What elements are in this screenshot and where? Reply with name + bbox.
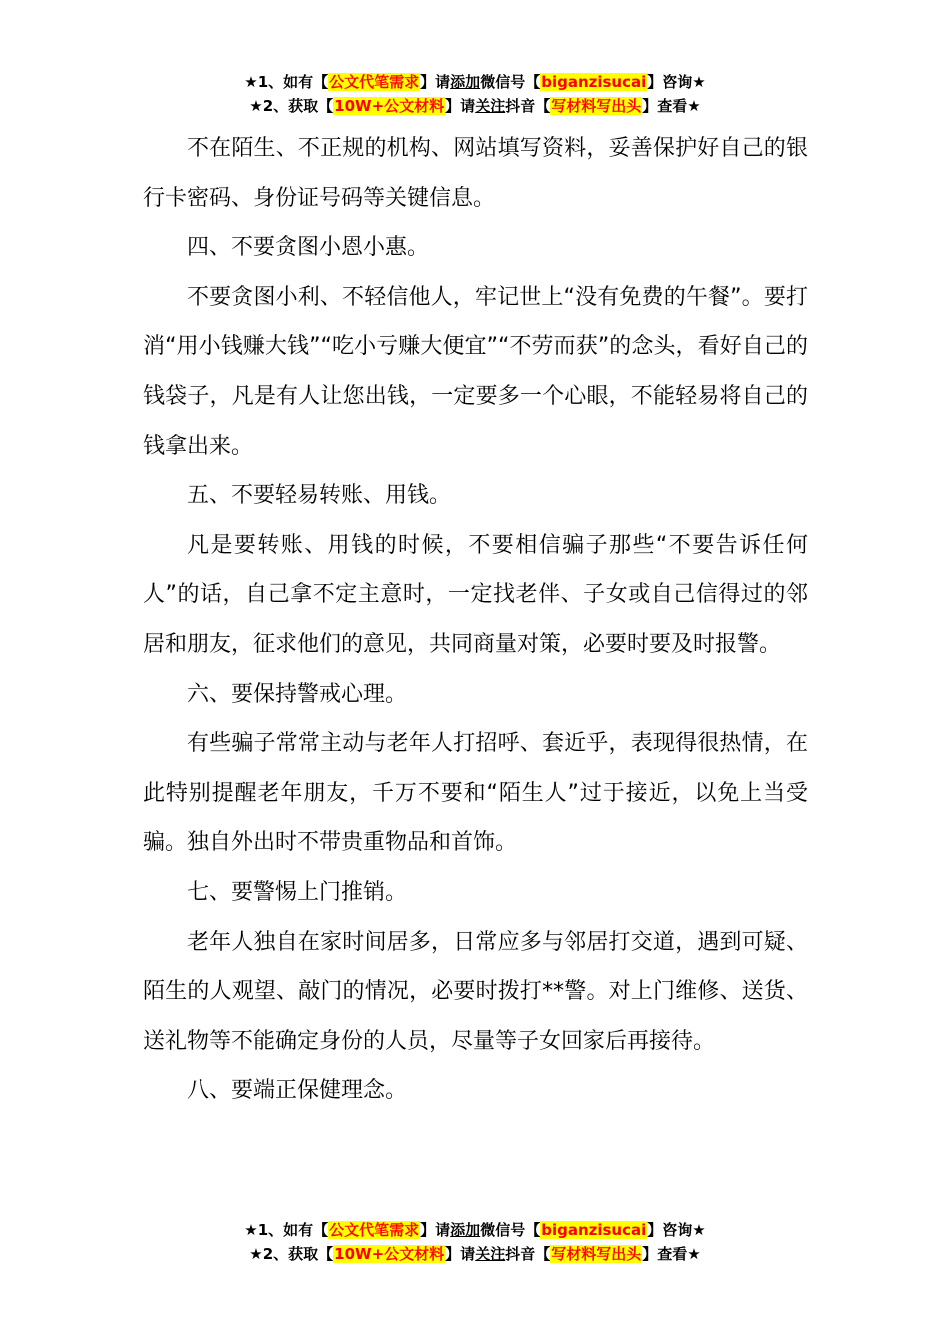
star-icon: ★ [249, 97, 263, 115]
highlight-service: 公文代笔需求 [329, 73, 420, 91]
banner-line-1 [0, 1218, 950, 1242]
section-heading: 八、要端正保健理念。 [187, 1078, 408, 1104]
banner-text: 】查看 [642, 1245, 688, 1263]
highlight-douyin-account: 写材料写出头 [551, 1245, 642, 1263]
body-paragraph: 凡是要转账、用钱的时候，不要相信骗子那些“不要告诉任何人”的话，自己拿不定主意时，一定找老伴、子女或自己信得过的邻居和朋友，征求他们的意见，共同商量对策，必要时要及时报警。 [143, 532, 808, 657]
emphasis-text: 关注 [475, 97, 506, 115]
banner-text: 】请 [445, 1245, 476, 1263]
banner-text: 】咨询 [647, 73, 693, 91]
emphasis-text: 添加 [450, 73, 481, 91]
body-paragraph: 不要贪图小利、不轻信他人，牢记世上“没有免费的午餐”。要打消“用小钱赚大钱”“吃小亏赚大便宜”“不劳而获”的念头，看好自己的钱袋子，凡是有人让您出钱，一定要多一个心眼，不能轻易将自己的钱拿出来。 [143, 284, 808, 459]
emphasis-text: 添加 [450, 1221, 481, 1239]
banner-text: 1、如有【 [257, 1221, 329, 1239]
highlight-wechat-id: biganzisucai [541, 1221, 647, 1239]
star-icon: ★ [692, 73, 706, 91]
banner-text: 】请 [445, 97, 476, 115]
star-icon: ★ [692, 1221, 706, 1239]
footer-banner [0, 1218, 950, 1266]
banner-text: 】查看 [642, 97, 688, 115]
banner-text: 2、获取【 [262, 97, 334, 115]
banner-line-1 [0, 70, 950, 94]
banner-line-2 [0, 94, 950, 118]
body-paragraph: 有些骗子常常主动与老年人打招呼、套近乎，表现得很热情，在此特别提醒老年朋友，千万不要和“陌生人”过于接近，以免上当受骗。独自外出时不带贵重物品和首饰。 [143, 731, 808, 856]
header-banner [0, 70, 950, 118]
banner-text: 2、获取【 [262, 1245, 334, 1263]
highlight-materials: 10W+公文材料 [334, 97, 445, 115]
star-icon: ★ [249, 1245, 263, 1263]
banner-text: 微信号【 [480, 1221, 541, 1239]
banner-line-2 [0, 1242, 950, 1266]
banner-text: 1、如有【 [257, 73, 329, 91]
body-paragraph: 不在陌生、不正规的机构、网站填写资料，妥善保护好自己的银行卡密码、身份证号码等关键信息。 [143, 136, 808, 211]
section-heading: 七、要警惕上门推销。 [187, 879, 408, 905]
section-heading: 四、不要贪图小恩小惠。 [187, 235, 430, 261]
star-icon: ★ [244, 1221, 258, 1239]
body-paragraph: 老年人独自在家时间居多，日常应多与邻居打交道，遇到可疑、陌生的人观望、敲门的情况，必要时拨打**警。对上门维修、送货、送礼物等不能确定身份的人员，尽量等子女回家后再接待。 [143, 929, 808, 1054]
banner-text: 】咨询 [647, 1221, 693, 1239]
banner-text: 微信号【 [480, 73, 541, 91]
banner-text: 】请 [420, 1221, 451, 1239]
star-icon: ★ [687, 97, 701, 115]
highlight-wechat-id: biganzisucai [541, 73, 647, 91]
emphasis-text: 关注 [475, 1245, 506, 1263]
highlight-materials: 10W+公文材料 [334, 1245, 445, 1263]
highlight-douyin-account: 写材料写出头 [551, 97, 642, 115]
star-icon: ★ [687, 1245, 701, 1263]
banner-text: 】请 [420, 73, 451, 91]
section-heading: 六、要保持警戒心理。 [187, 681, 408, 707]
star-icon: ★ [244, 73, 258, 91]
banner-text: 抖音【 [505, 97, 551, 115]
banner-text: 抖音【 [505, 1245, 551, 1263]
section-heading: 五、不要轻易转账、用钱。 [187, 483, 452, 509]
document-body [143, 124, 808, 1116]
highlight-service: 公文代笔需求 [329, 1221, 420, 1239]
